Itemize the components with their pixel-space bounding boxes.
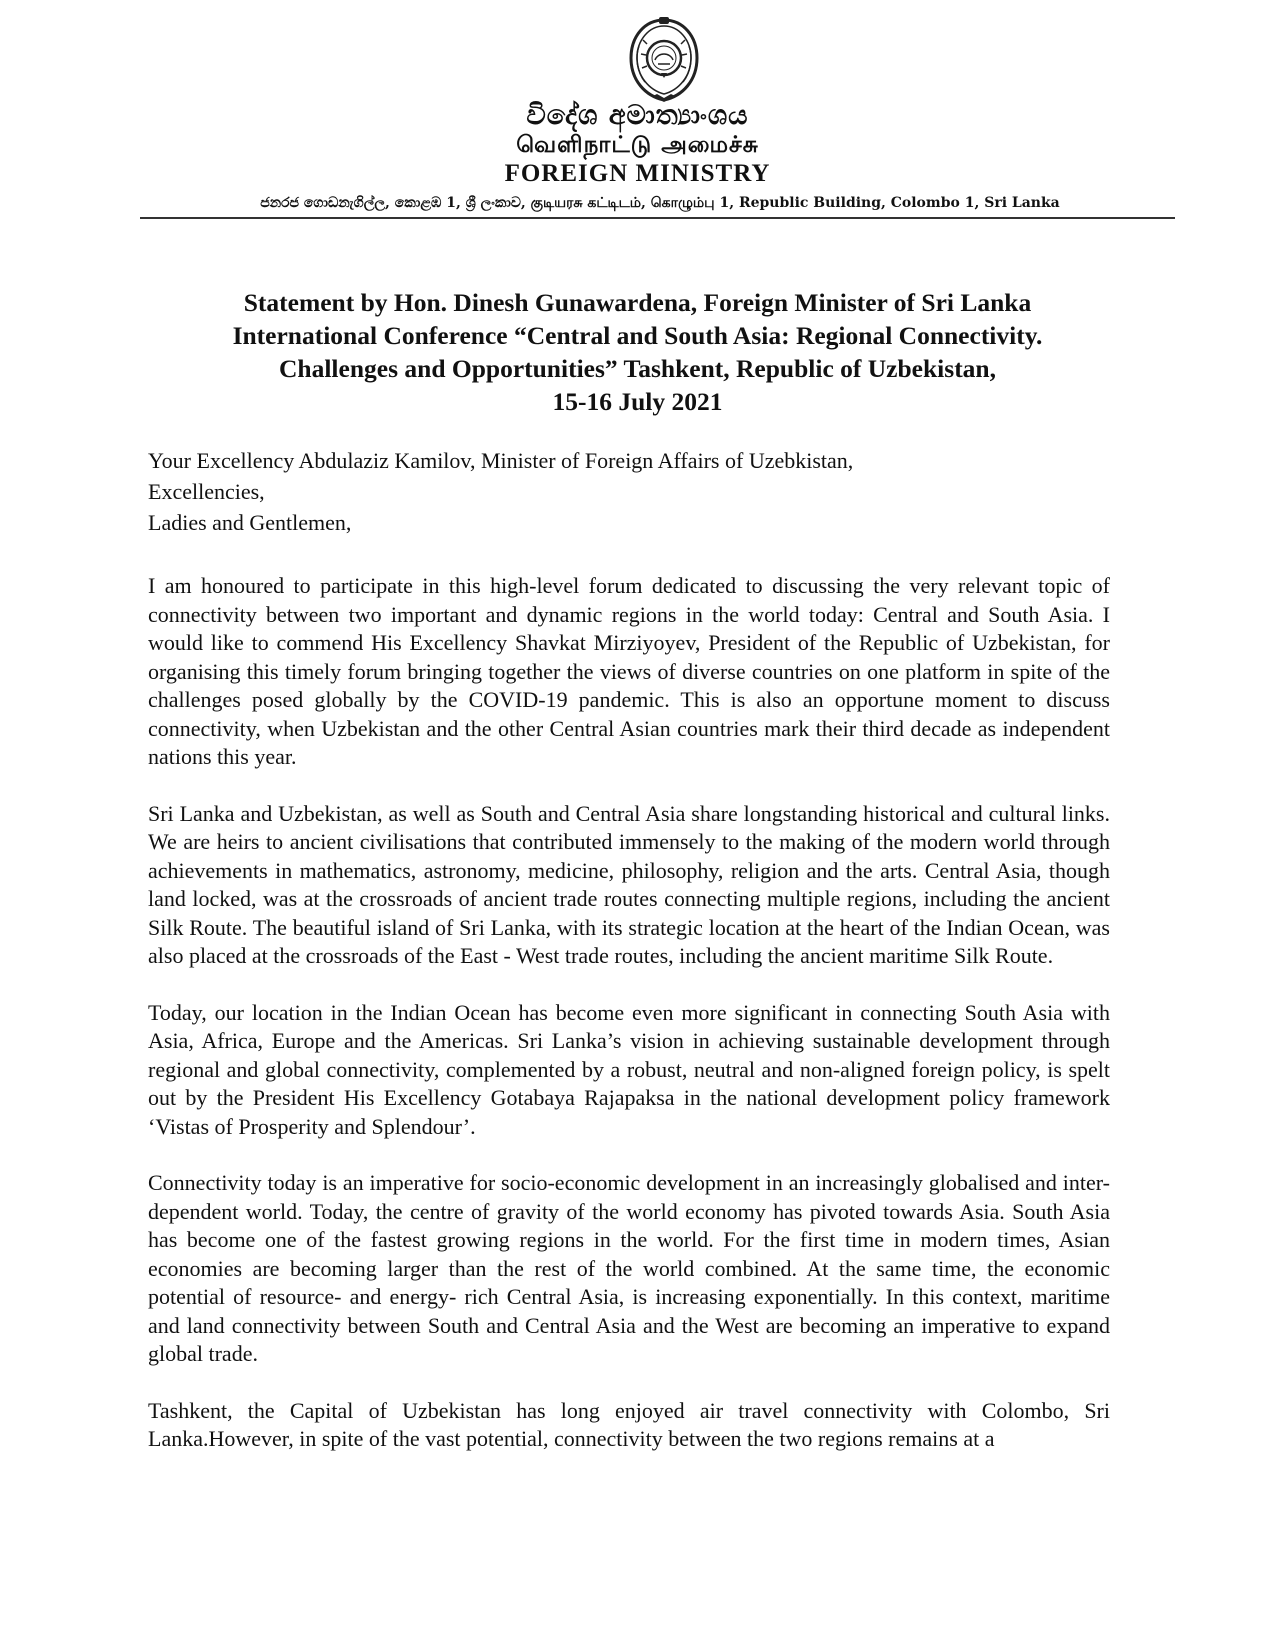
salutation — [148, 445, 1138, 538]
statement-title — [140, 286, 1135, 418]
letterhead-address: ජනරජ ගොඩනැගිල්ල, කොළඹ 1, ශ්‍රී ලංකාව, குடியரசு கட்டிடம், கொழும்பு 1, Republic Building, Colombo 1, Sri Lanka — [260, 195, 1060, 211]
letterhead-tamil: வெளிநாட்டு அமைச்சு — [516, 132, 759, 158]
salutation-line-2: Excellencies, — [148, 479, 265, 504]
paragraph: I am honoured to participate in this high-level forum dedicated to discussing the very relevant topic of connectivity between two important and dynamic regions in the world today: Central and South Asia. I would like to commend His Excellency Shavkat Mirziyoyev, President of the Republic of Uzbekistan, for organising this timely forum bringing together the views of diverse countries on one platform in spite of the challenges posed globally by the COVID-19 pandemic. This is also an opportune moment to discuss connectivity, when Uzbekistan and the other Central Asian countries mark their third decade as independent nations this year. — [148, 573, 1110, 769]
title-line-1: Statement by Hon. Dinesh Gunawardena, Foreign Minister of Sri Lanka — [243, 288, 1032, 317]
government-emblem-icon — [625, 16, 703, 104]
paragraph: Sri Lanka and Uzbekistan, as well as South and Central Asia share longstanding historical and cultural links. We are heirs to ancient civilisations that contributed immensely to the making of the modern world through achievements in mathematics, astronomy, medicine, philosophy, religion and the arts. Central Asia, though land locked, was at the crossroads of ancient trade routes connecting multiple regions, including the ancient Silk Route. The beautiful island of Sri Lanka, with its strategic location at the heart of the Indian Ocean, was also placed at the crossroads of the East - West trade routes, including the ancient maritime Silk Route. — [148, 800, 1110, 968]
paragraph: Tashkent, the Capital of Uzbekistan has long enjoyed air travel connectivity with Colombo, Sri Lanka.However, in spite of the vast potential, connectivity between the two regions remains at a — [148, 1397, 1110, 1451]
letterhead-sinhala: විදේශ අමාත්‍යාංශය — [526, 100, 749, 131]
salutation-line-3: Ladies and Gentlemen, — [148, 510, 352, 535]
salutation-line-1: Your Excellency Abdulaziz Kamilov, Minister of Foreign Affairs of Uzebkistan, — [148, 448, 854, 473]
letterhead-english: FOREIGN MINISTRY — [504, 160, 771, 187]
title-line-3: Challenges and Opportunities” Tashkent, Republic of Uzbekistan, — [279, 354, 996, 383]
letterhead — [0, 0, 1275, 230]
paragraph: Today, our location in the Indian Ocean has become even more significant in connecting South Asia with Asia, Africa, Europe and the Americas. Sri Lanka’s vision in achieving sustainable development through regional and global connectivity, complemented by a robust, neutral and non-aligned foreign policy, is spelt out by the President His Excellency Gotabaya Rajapaksa in the national development policy framework ‘Vistas of Prosperity and Splendour’. — [148, 999, 1110, 1139]
title-line-4: 15-16 July 2021 — [552, 387, 723, 416]
paragraph: Connectivity today is an imperative for socio-economic development in an increasingly globalised and inter-dependent world. Today, the centre of gravity of the world economy has pivoted towards Asia. South Asia has become one of the fastest growing regions in the world. For the first time in modern times, Asian economies are becoming larger than the rest of the world combined. At the same time, the economic potential of resource- and energy- rich Central Asia, is increasing exponentially. In this context, maritime and land connectivity between South and Central Asia and the West are becoming an imperative to expand global trade. — [148, 1170, 1110, 1366]
letterhead-divider — [140, 217, 1175, 219]
title-line-2: International Conference “Central and South Asia: Regional Connectivity. — [232, 321, 1043, 350]
statement-body — [148, 572, 1110, 1482]
